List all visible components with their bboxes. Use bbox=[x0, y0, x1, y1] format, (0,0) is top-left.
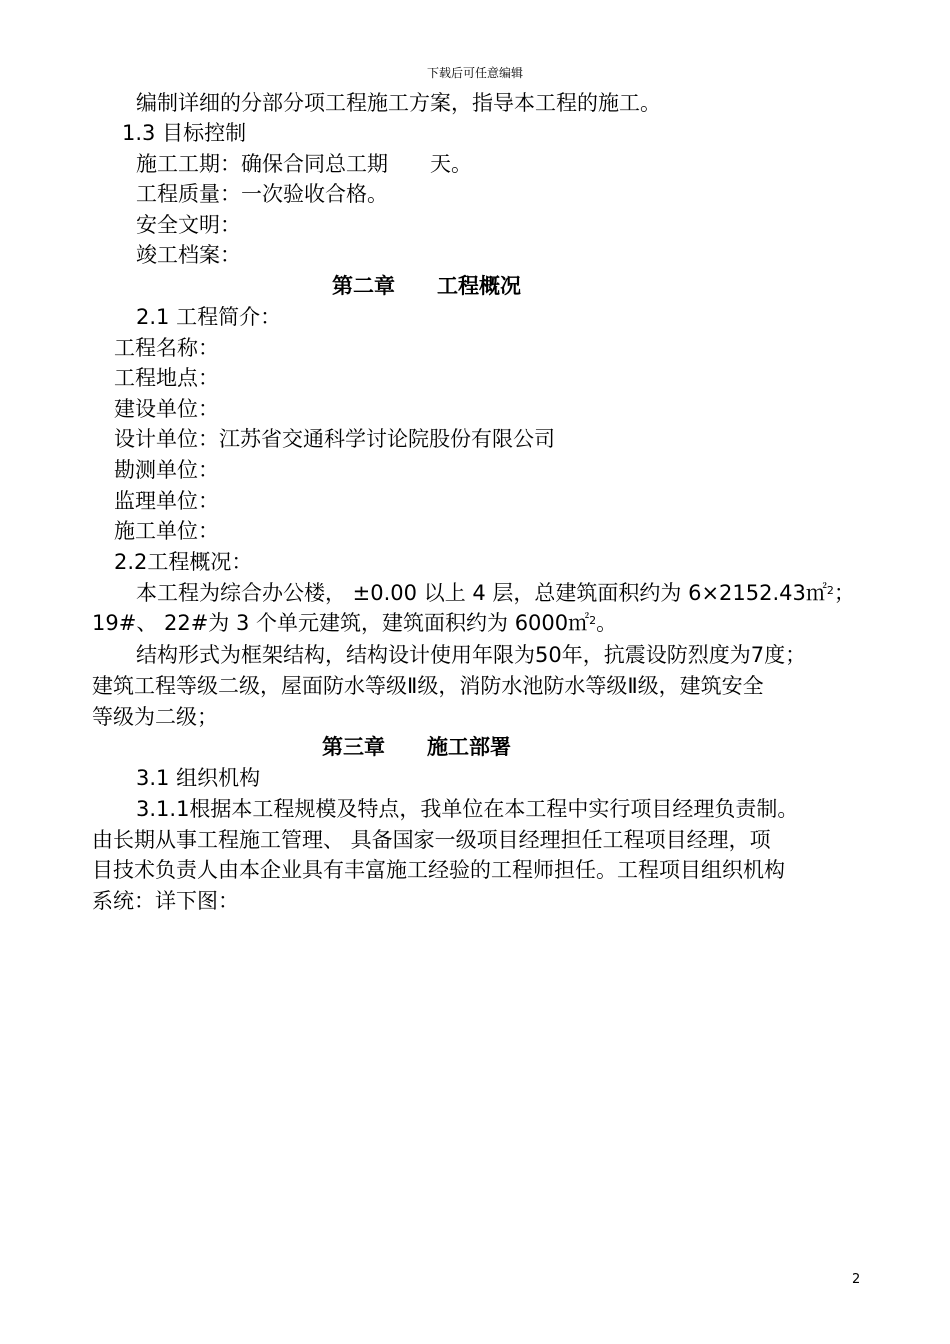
body-line: 竣工档案： bbox=[136, 243, 241, 267]
body-line: 建筑工程等级二级，屋面防水等级Ⅱ级，消防水池防水等级Ⅱ级，建筑安全 bbox=[92, 674, 764, 698]
body-line: 工程名称： bbox=[114, 336, 219, 360]
body-text: 19#、 22#为 3 个单元建筑，建筑面积约为 6000㎡ bbox=[92, 611, 590, 635]
section-heading: 2.2工程概况： bbox=[114, 550, 253, 574]
body-line: 工程质量：一次验收合格。 bbox=[136, 182, 388, 206]
body-text: ； bbox=[833, 581, 855, 605]
body-line: 编制详细的分部分项工程施工方案，指导本工程的施工。 bbox=[136, 91, 661, 115]
body-line: 建设单位： bbox=[114, 397, 219, 421]
body-line: 施工单位： bbox=[114, 519, 219, 543]
body-line: 3.1.1根据本工程规模及特点，我单位在本工程中实行项目经理负责制。 bbox=[136, 797, 799, 821]
section-heading: 1.3 目标控制 bbox=[122, 121, 247, 145]
body-line: 施工工期：确保合同总工期 天。 bbox=[136, 152, 472, 176]
body-line: 工程地点： bbox=[114, 366, 219, 390]
body-line: 由长期从事工程施工管理、 具备国家一级项目经理担任工程项目经理，项 bbox=[92, 828, 771, 852]
superscript: 2 bbox=[589, 614, 597, 627]
body-line: 安全文明： bbox=[136, 213, 241, 237]
body-line bbox=[136, 578, 855, 608]
body-text: 。 bbox=[596, 611, 618, 635]
section-heading: 3.1 组织机构 bbox=[136, 766, 261, 790]
body-line: 目技术负责人由本企业具有丰富施工经验的工程师担任。工程项目组织机构 bbox=[92, 858, 785, 882]
superscript: 2 bbox=[826, 584, 834, 597]
body-line: 结构形式为框架结构，结构设计使用年限为50年，抗震设防烈度为7度； bbox=[136, 643, 807, 667]
body-line: 监理单位： bbox=[114, 489, 219, 513]
body-line: 等级为二级； bbox=[92, 705, 218, 729]
body-line: 勘测单位： bbox=[114, 458, 219, 482]
chapter-title: 第三章 施工部署 bbox=[322, 735, 511, 759]
body-line bbox=[92, 608, 617, 638]
section-heading: 2.1 工程简介： bbox=[136, 305, 282, 329]
body-line: 系统：详下图： bbox=[92, 889, 239, 913]
chapter-title: 第二章 工程概况 bbox=[332, 274, 521, 298]
body-line: 设计单位：江苏省交通科学讨论院股份有限公司 bbox=[114, 427, 555, 451]
page-number: 2 bbox=[852, 1272, 861, 1287]
body-text: 本工程为综合办公楼， ±0.00 以上 4 层，总建筑面积约为 6×2152.43㎡ bbox=[136, 581, 827, 605]
page-header: 下载后可任意编辑 bbox=[426, 66, 523, 80]
